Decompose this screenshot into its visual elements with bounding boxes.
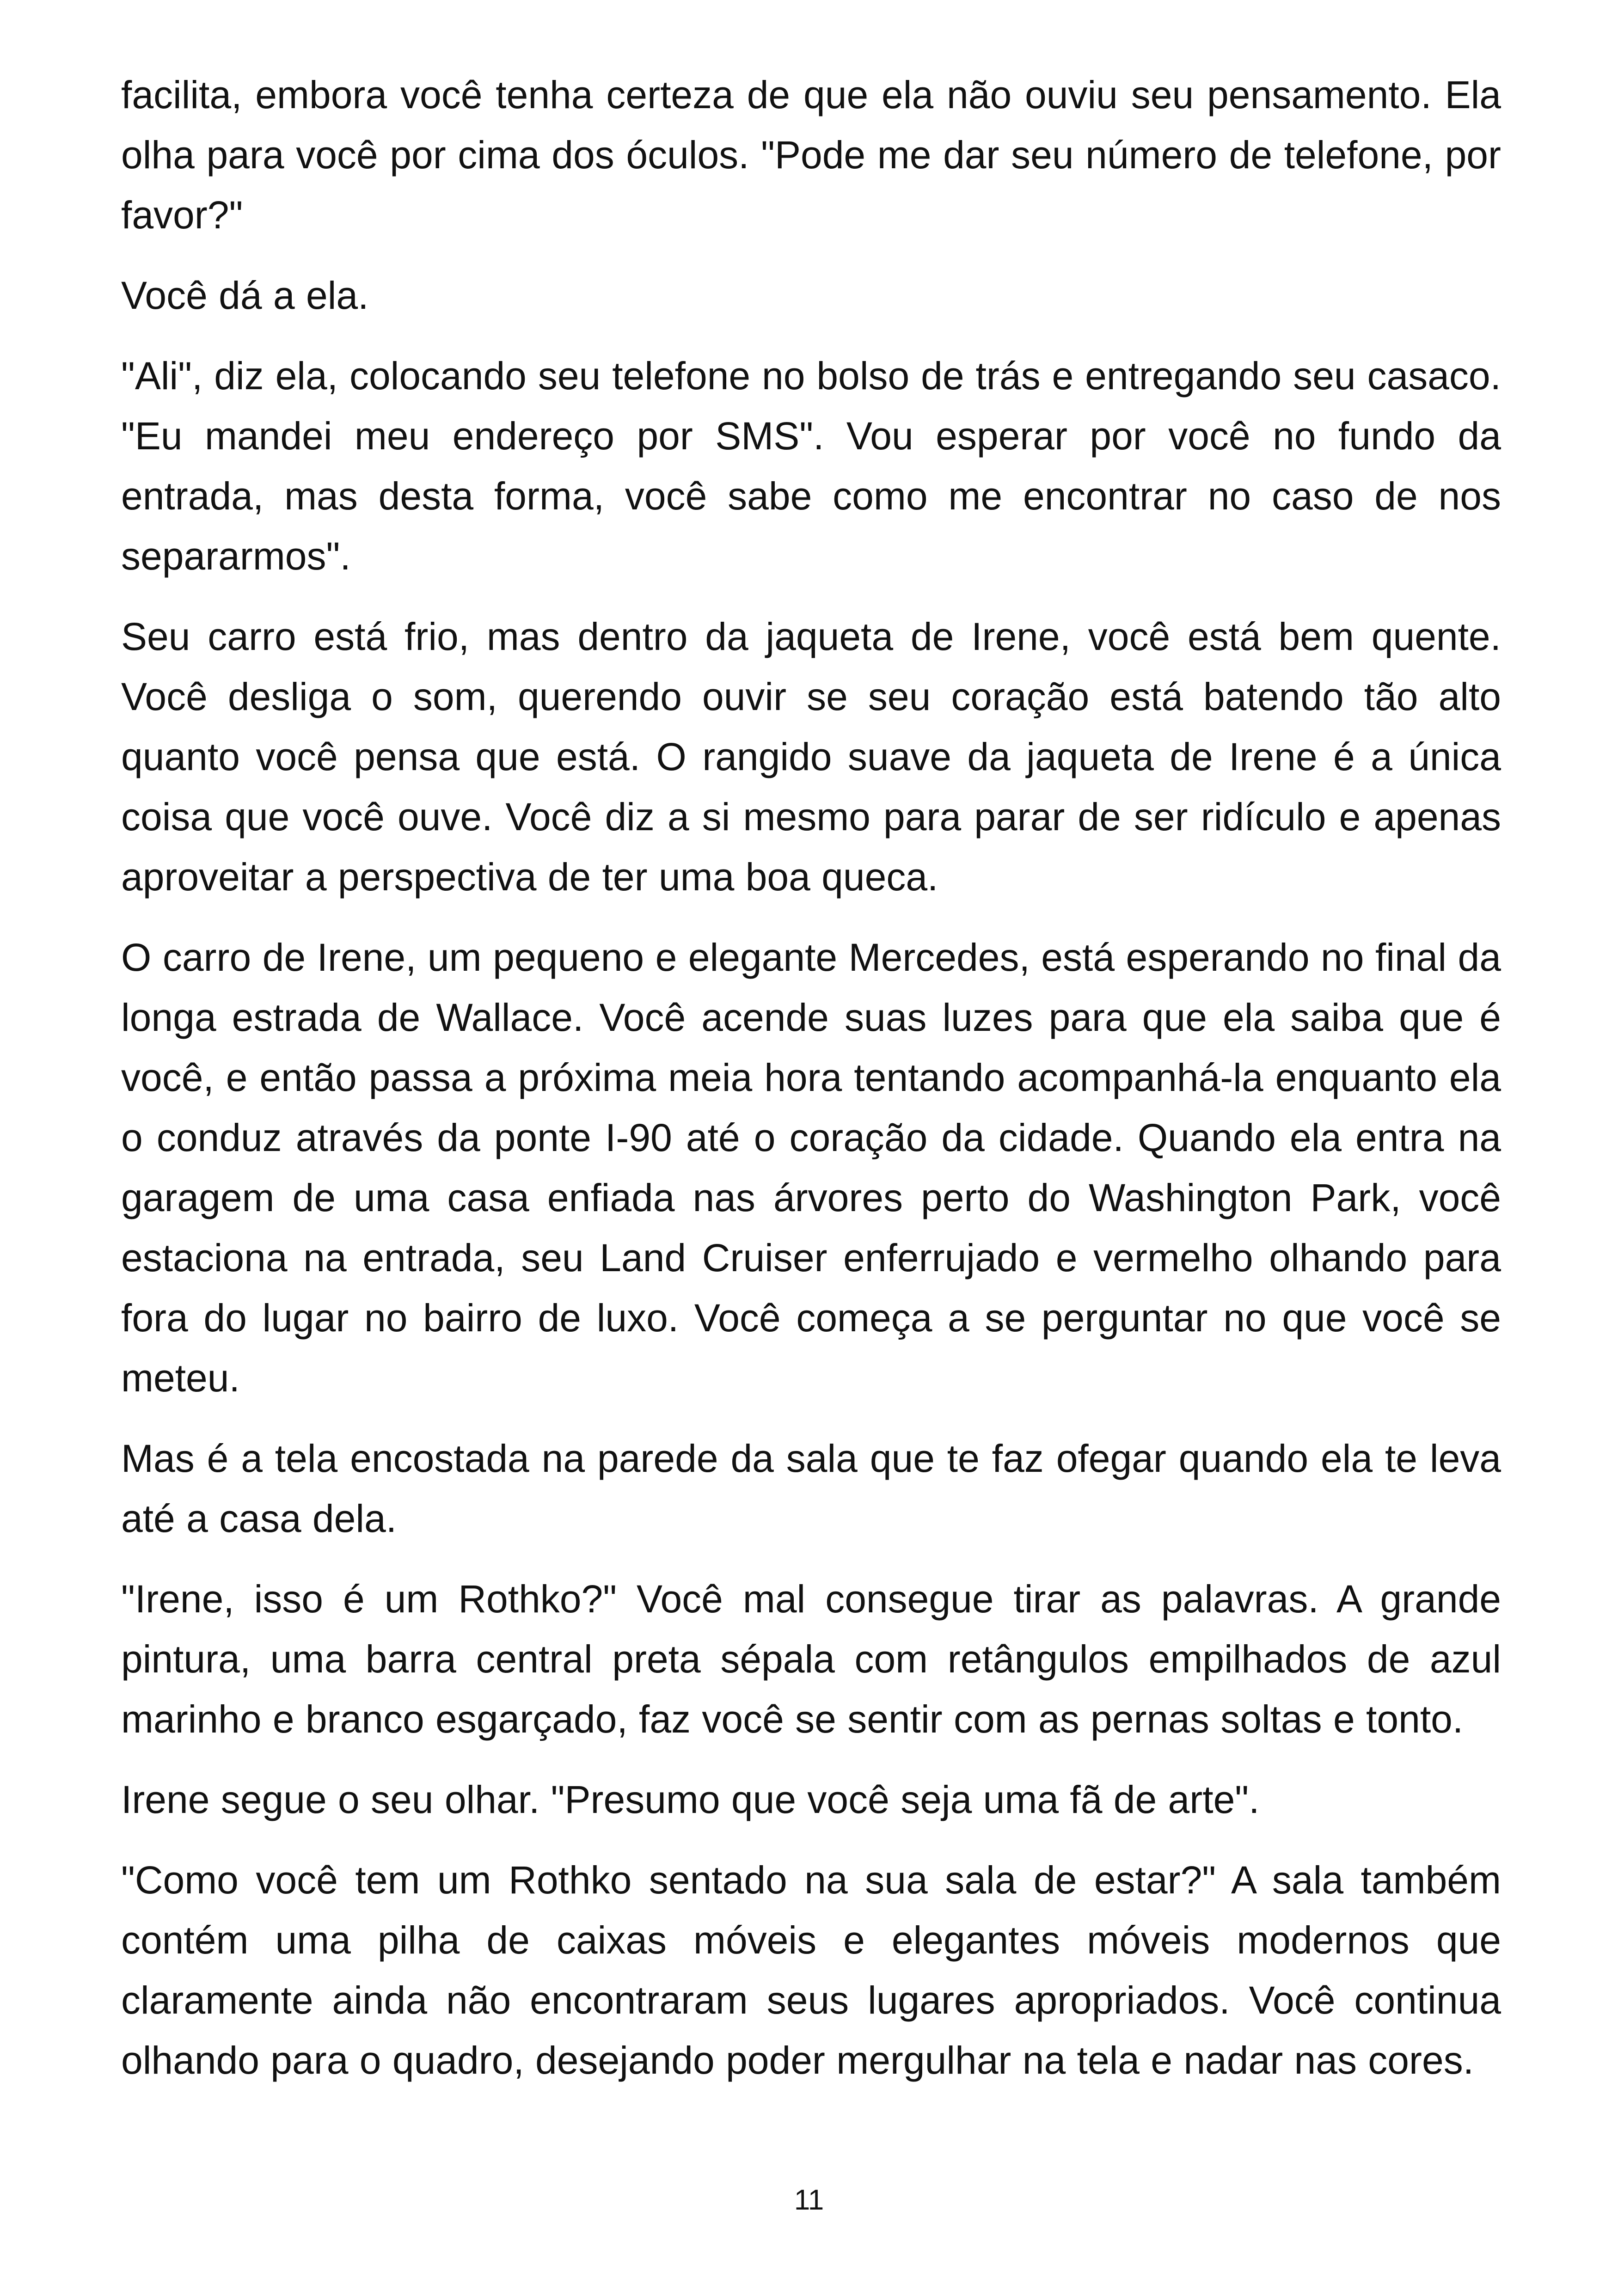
paragraph: Irene segue o seu olhar. "Presumo que você seja uma fã de arte". bbox=[121, 1778, 1260, 1821]
paragraph: Mas é a tela encostada na parede da sala que te faz ofegar quando ela te leva até a casa dela. bbox=[121, 1437, 1501, 1540]
paragraph: facilita, embora você tenha certeza de que ela não ouviu seu pensamento. Ela olha para você por cima dos óculos. "Pode me dar seu número de telefone, por favor?" bbox=[121, 73, 1501, 237]
paragraph: Seu carro está frio, mas dentro da jaqueta de Irene, você está bem quente. Você desliga o som, querendo ouvir se seu coração está batendo tão alto quanto você pensa que está. O rangido suave da jaqueta de Irene é a única coisa que você ouve. Você diz a si mesmo para parar de ser ridículo e apenas aproveitar a perspectiva de ter uma boa queca. bbox=[121, 615, 1501, 899]
paragraph: O carro de Irene, um pequeno e elegante Mercedes, está esperando no final da longa estrada de Wallace. Você acende suas luzes para que ela saiba que é você, e então passa a próxima meia hora tentando acompanhá-la enquanto ela o conduz através da ponte I-90 até o coração da cidade. Quando ela entra na garagem de uma casa enfiada nas árvores perto do Washington Park, você estaciona na entrada, seu Land Cruiser enferrujado e vermelho olhando para fora do lugar no bairro de luxo. Você começa a se perguntar no que você se meteu. bbox=[121, 936, 1501, 1400]
paragraph: "Irene, isso é um Rothko?" Você mal consegue tirar as palavras. A grande pintura, uma barra central preta sépala com retângulos empilhados de azul marinho e branco esgarçado, faz você se sentir com as pernas soltas e tonto. bbox=[121, 1577, 1501, 1741]
paragraph: Você dá a ela. bbox=[121, 274, 369, 317]
paragraph: "Ali", diz ela, colocando seu telefone no bolso de trás e entregando seu casaco. "Eu mandei meu endereço por SMS". Vou esperar por você no fundo da entrada, mas desta forma, você sabe como me encontrar no caso de nos separarmos". bbox=[121, 354, 1501, 578]
page-body bbox=[121, 65, 1501, 2111]
page-number: 11 bbox=[794, 2184, 824, 2216]
paragraph: "Como você tem um Rothko sentado na sua sala de estar?" A sala também contém uma pilha de caixas móveis e elegantes móveis modernos que claramente ainda não encontraram seus lugares apropriados. Você continua olhando para o quadro, desejando poder mergulhar na tela e nadar nas cores. bbox=[121, 1858, 1501, 2082]
